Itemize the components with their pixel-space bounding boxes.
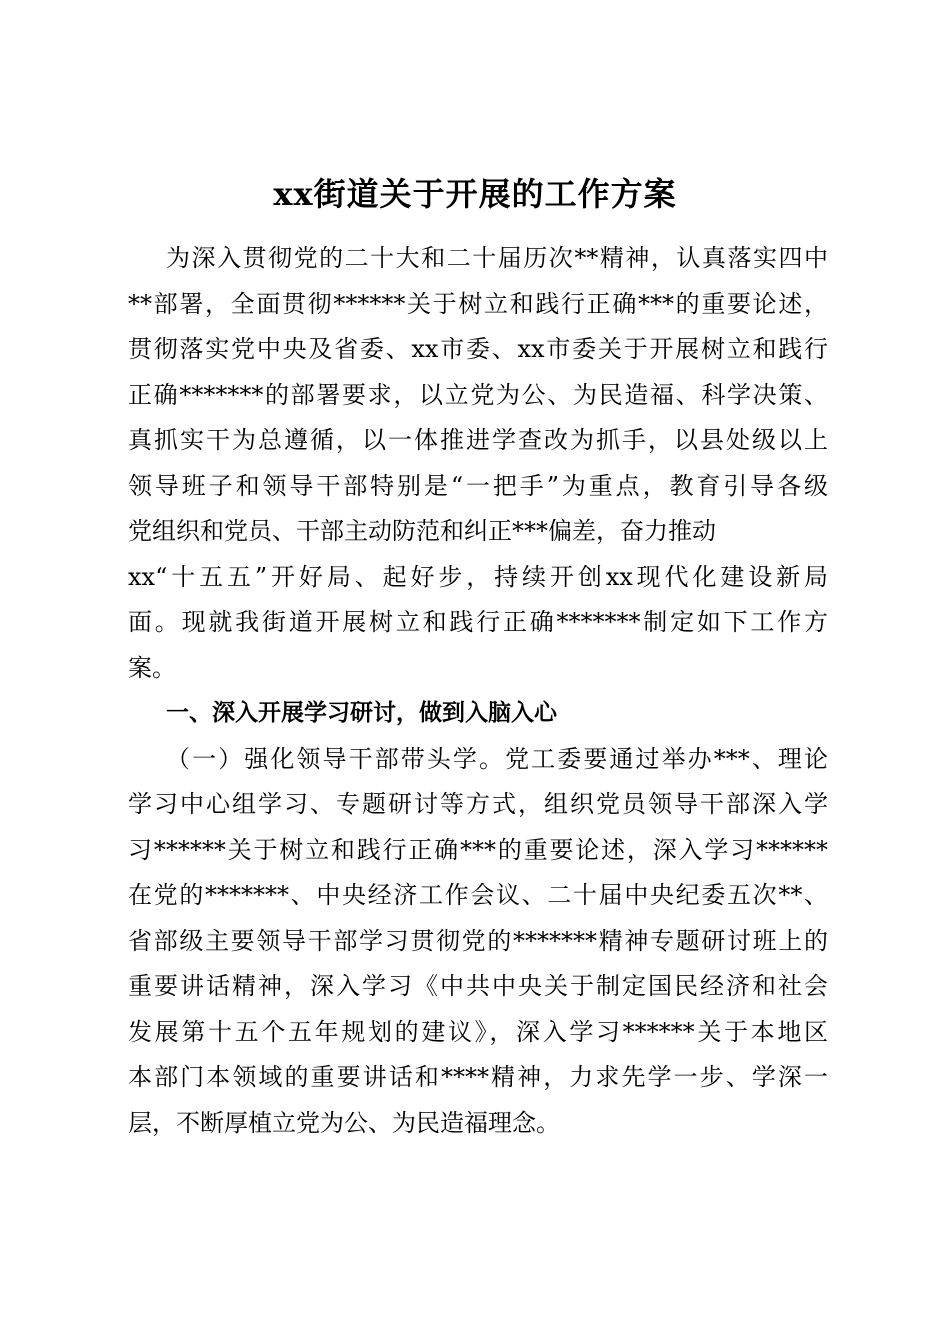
paragraph-line: 真抓实干为总遵循，以一体推进学查改为抓手，以县处级以上 <box>128 426 828 454</box>
paragraph-line: 层，不断厚植立党为公、为民造福理念。 <box>128 1108 560 1137</box>
document-title: xx街道关于开展的工作方案 <box>273 175 677 213</box>
section-heading: 一、深入开展学习研讨，做到入脑入心 <box>166 700 557 726</box>
paragraph-intro <box>128 236 828 691</box>
paragraph-line: 案。 <box>128 653 176 682</box>
paragraph-line: 正确*******的部署要求，以立党为公、为民造福、科学决策、 <box>128 380 828 409</box>
paragraph-line: 在党的*******、中央经济工作会议、二十届中央纪委五次**、 <box>128 881 828 909</box>
document-body <box>128 236 828 1146</box>
paragraph-line: 为深入贯彻党的二十大和二十届历次**精神，认真落实四中 <box>166 244 828 272</box>
paragraph-line: 发展第十五个五年规划的建议》，深入学习******关于本地区 <box>128 1017 828 1046</box>
paragraph-line: 本部门本领域的重要讲话和****精神，力求先学一步、学深一 <box>128 1063 828 1091</box>
paragraph-line: xx“十五五”开好局、起好步，持续开创xx现代化建设新局 <box>128 562 828 591</box>
paragraph-line: 面。现就我街道开展树立和践行正确*******制定如下工作方 <box>128 608 828 636</box>
paragraph-line: 习******关于树立和践行正确***的重要论述，深入学习****** <box>128 835 828 864</box>
paragraph-line: （一）强化领导干部带头学。党工委要通过举办***、理论 <box>166 744 828 773</box>
paragraph-line: 贯彻落实党中央及省委、xx市委、xx市委关于开展树立和践行 <box>128 335 828 363</box>
paragraph-line: **部署，全面贯彻******关于树立和践行正确***的重要论述， <box>128 289 828 318</box>
paragraph-line: 党组织和党员、干部主动防范和纠正***偏差，奋力推动 <box>128 517 716 545</box>
paragraph-line: 领导班子和领导干部特别是“一把手”为重点，教育引导各级 <box>128 471 828 500</box>
paragraph-line: 重要讲话精神，深入学习《中共中央关于制定国民经济和社会 <box>128 972 828 1000</box>
paragraph-section1 <box>128 737 828 1147</box>
paragraph-line: 学习中心组学习、专题研讨等方式，组织党员领导干部深入学 <box>128 790 828 818</box>
paragraph-line: 省部级主要领导干部学习贯彻党的*******精神专题研讨班上的 <box>128 926 828 955</box>
